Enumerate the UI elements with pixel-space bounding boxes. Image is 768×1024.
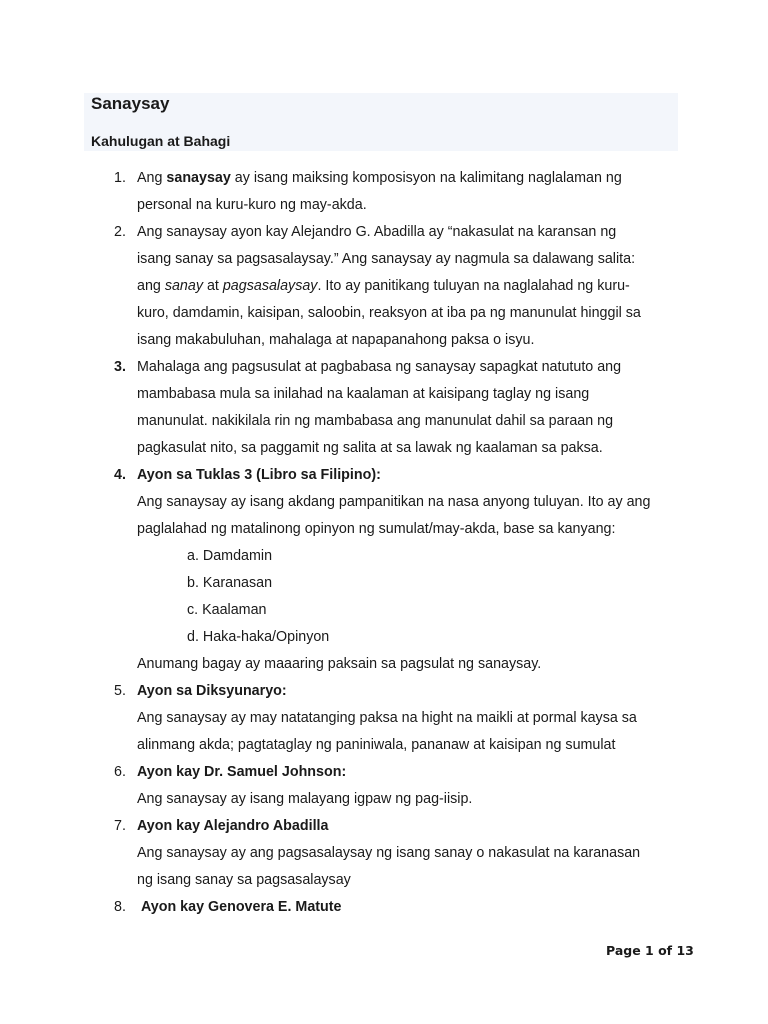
list-heading: Ayon kay Alejandro Abadilla (137, 818, 329, 834)
list-text-line: alinmang akda; pagtataglay ng paniniwala, pananaw at kaisipan ng sumulat (137, 737, 616, 753)
list-number: 7. (114, 818, 126, 834)
list-number: 2. (114, 224, 126, 240)
list-number: 1. (114, 170, 126, 186)
list-text-line: Mahalaga ang pagsusulat at pagbabasa ng sanaysay sapagkat natututo ang (137, 359, 622, 375)
list-heading: Ayon kay Genovera E. Matute (141, 899, 342, 915)
sub-list-item: a. Damdamin (187, 548, 273, 564)
list-number: 3. (114, 359, 126, 375)
list-text-line: Ang sanaysay ay isang akdang pampanitikan na nasa anyong tuluyan. Ito ay ang (137, 494, 651, 510)
list-heading: Ayon sa Diksyunaryo: (137, 683, 287, 699)
list-number: 4. (114, 467, 126, 483)
page-title: Sanaysay (91, 94, 170, 113)
list-text-line: paglalahad ng matalinong opinyon ng sumulat/may-akda, base sa kanyang: (137, 521, 616, 537)
list-text-line: isang sanay sa pagsasalaysay.” Ang sanaysay ay nagmula sa dalawang salita: (137, 251, 636, 267)
page-number-footer: Page 1 of 13 (606, 943, 694, 958)
list-heading: Ayon sa Tuklas 3 (Libro sa Filipino): (137, 467, 381, 483)
list-text-line: Ang sanaysay ay isang maiksing komposisyon na kalimitang naglalaman ng (137, 170, 622, 186)
list-text-line: Ang sanaysay ay isang malayang igpaw ng pag-iisip. (137, 791, 473, 807)
list-number: 8. (114, 899, 126, 915)
list-text-line: mambabasa mula sa inilahad na kaalaman at kaisipang taglay ng isang (137, 386, 590, 402)
sub-list-item: b. Karanasan (187, 575, 273, 591)
list-number: 5. (114, 683, 126, 699)
sub-list-item: d. Haka-haka/Opinyon (187, 629, 330, 645)
list-text-line: ang sanay at pagsasalaysay. Ito ay panitikang tuluyan na naglalahad ng kuru- (137, 278, 630, 294)
list-text-line: kuro, damdamin, kaisipan, saloobin, reaksyon at iba pa ng manunulat hinggil sa (137, 305, 641, 321)
list-text-line: Ang sanaysay ay may natatanging paksa na hight na maikli at pormal kaysa sa (137, 710, 637, 726)
list-text-line: Ang sanaysay ay ang pagsasalaysay ng isang sanay o nakasulat na karanasan (137, 845, 641, 861)
list-text-line: isang makabuluhan, mahalaga at napapanahong paksa o isyu. (137, 332, 535, 348)
list-text-line: Anumang bagay ay maaaring paksain sa pagsulat ng sanaysay. (137, 656, 542, 672)
list-text-line: personal na kuru-kuro ng may-akda. (137, 197, 367, 213)
list-heading: Ayon kay Dr. Samuel Johnson: (137, 764, 347, 780)
list-text-line: ng isang sanay sa pagsasalaysay (137, 872, 351, 888)
list-number: 6. (114, 764, 126, 780)
list-text-line: pagkasulat nito, sa paggamit ng salita at sa lawak ng kaalaman sa paksa. (137, 440, 603, 456)
section-subtitle: Kahulugan at Bahagi (91, 133, 231, 149)
sub-list-item: c. Kaalaman (187, 602, 267, 618)
list-text-line: Ang sanaysay ayon kay Alejandro G. Abadilla ay “nakasulat na karansan ng (137, 224, 617, 240)
list-text-line: manunulat. nakikilala rin ng mambabasa ang manunulat dahil sa paraan ng (137, 413, 614, 429)
